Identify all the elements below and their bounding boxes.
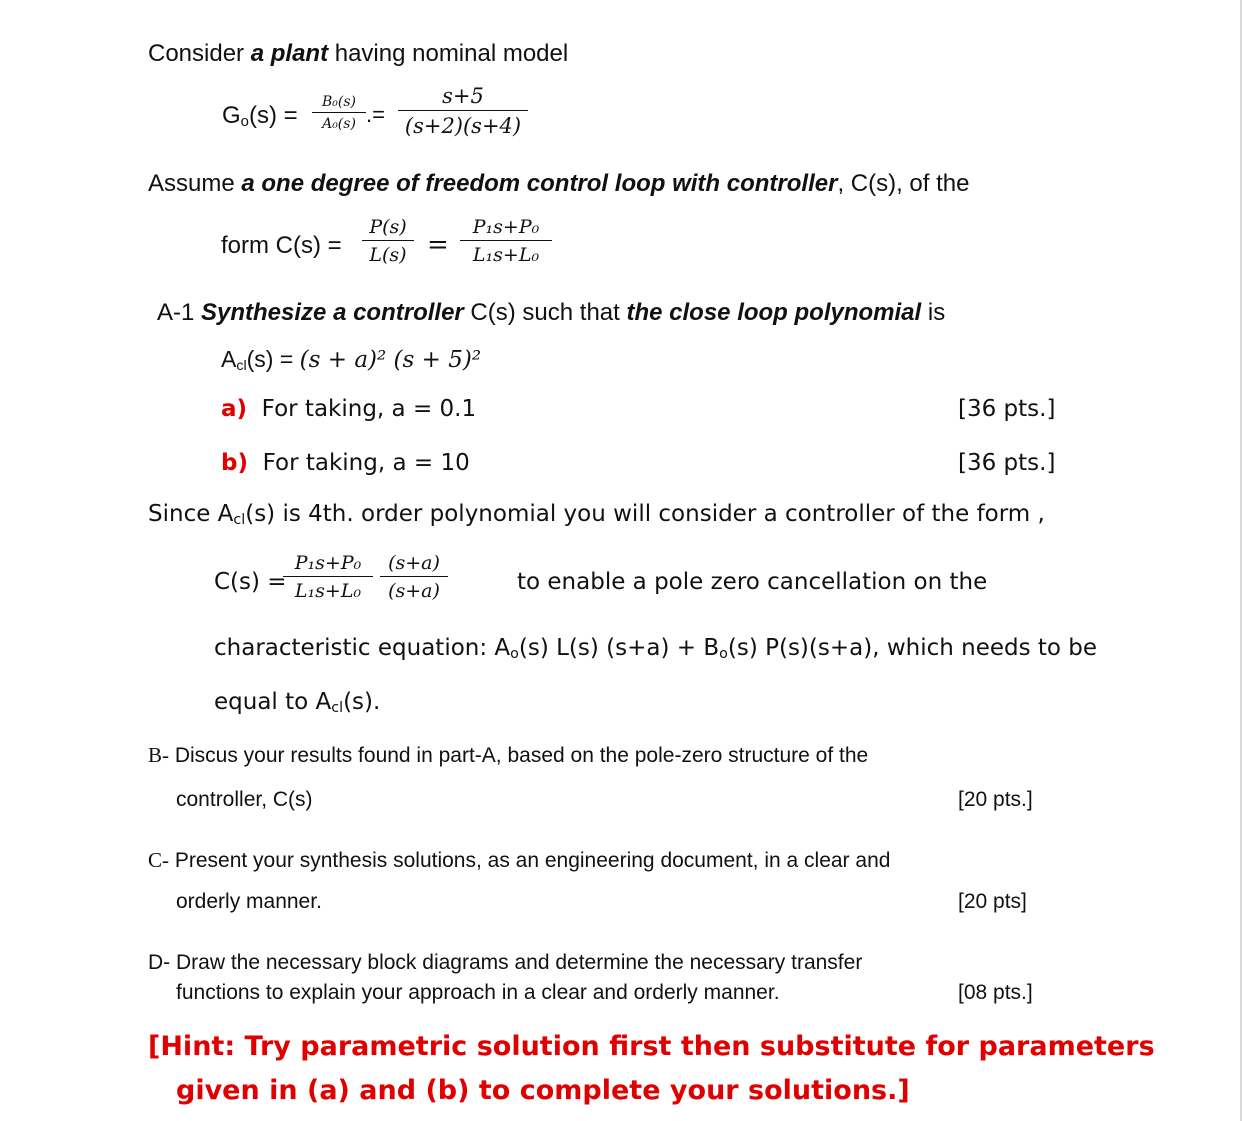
- part-a-item-a: a) For taking, a = 0.1: [221, 396, 477, 422]
- controller-cancel-fraction1: P₁s+P₀ L₁s+L₀: [283, 552, 373, 602]
- closed-loop-polynomial: $A_{cl}(s) = (s + a)^2$ (s + 5)²: [221, 346, 482, 374]
- part-c-line2: orderly manner.: [176, 890, 322, 913]
- plant-transfer-function: s+5 (s+2)(s+4): [398, 84, 528, 138]
- part-b-line1: B- Discus your results found in part-A, based on the pole-zero structure of the: [148, 743, 869, 767]
- part-d-points: [08 pts.]: [958, 981, 1033, 1004]
- part-d-line2: functions to explain your approach in a clear and orderly manner.: [176, 981, 780, 1004]
- hint-line1: [Hint: Try parametric solution first then substitute for parameters: [148, 1031, 1155, 1062]
- plant-equals: .=: [366, 102, 385, 127]
- controller-cancel-fraction2: (s+a) (s+a): [380, 552, 448, 602]
- characteristic-equation: characteristic equation: $A_o(s)$ L(s) $(s+a) + B_o(s)$ P(s)(s+a), which needs to be: [214, 635, 1098, 662]
- controller-ratio-fraction: P(s) L(s): [362, 216, 414, 266]
- part-a1-heading: A-1 Synthesize a controller C(s) such that the close loop polynomial is: [157, 299, 946, 326]
- since-line: Since $A_{cl}(s)$ is 4th. order polynomial you will consider a controller of the form ,: [148, 501, 1045, 528]
- part-a-item-a-points: [36 pts.]: [958, 396, 1056, 422]
- controller-form-equals: =: [427, 230, 449, 260]
- part-a-item-b: b) For taking, a = 10: [221, 450, 470, 476]
- part-a-item-b-points: [36 pts.]: [958, 450, 1056, 476]
- plant-fraction-small: B₀(s) A₀(s): [312, 94, 366, 132]
- part-b-line2: controller, C(s): [176, 788, 313, 811]
- controller-cancel-note: to enable a pole zero cancellation on the: [517, 569, 988, 595]
- part-d-line1: D- Draw the necessary block diagrams and determine the necessary transfer: [148, 951, 863, 974]
- hint-line2: given in (a) and (b) to complete your solutions.]: [176, 1075, 910, 1106]
- controller-first-order-fraction: P₁s+P₀ L₁s+L₀: [460, 216, 552, 266]
- controller-form-label: form C(s) =: [221, 232, 342, 259]
- part-c-points: [20 pts]: [958, 890, 1027, 913]
- part-c-line1: C- Present your synthesis solutions, as an engineering document, in a clear and: [148, 848, 891, 872]
- intro-line: Consider a plant having nominal model: [148, 40, 569, 67]
- controller-cancel-label: C(s) =: [214, 569, 287, 595]
- intro-bold: a plant: [250, 40, 329, 67]
- part-b-points: [20 pts.]: [958, 788, 1033, 811]
- plant-model-lhs: $G_o(s)$ =: [222, 102, 298, 130]
- equal-to-acl: equal to $A_{cl}(s)$.: [214, 689, 381, 716]
- assume-line: Assume a one degree of freedom control loop with controller, C(s), of the: [148, 170, 970, 197]
